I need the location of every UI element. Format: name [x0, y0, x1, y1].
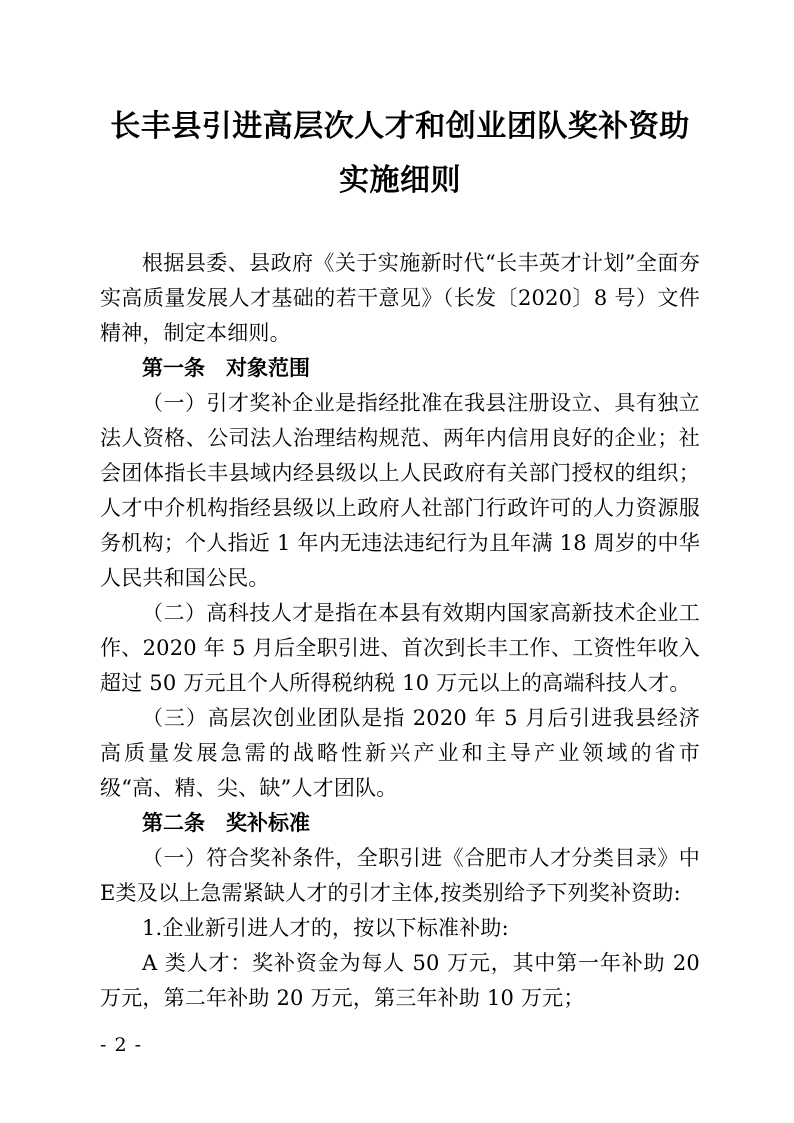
document-content	[100, 100, 700, 1016]
article-heading-2: 第二条 奖补标准	[142, 811, 310, 835]
article-heading-1: 第一条 对象范围	[142, 356, 310, 380]
document-title	[100, 100, 700, 208]
paragraph-article1-item2: （二）高科技人才是指在本县有效期内国家高新技术企业工作、2020 年 5 月后全职引进、首次到长丰工作、工资性年收入超过 50 万元且个人所得税纳税 10 万元以上的高端科技人才。	[100, 601, 700, 695]
document-title-line-2: 实施细则	[339, 163, 461, 198]
page-number: - 2 -	[100, 1034, 143, 1056]
document-title-line-1: 长丰县引进高层次人才和创业团队奖补资助	[110, 109, 690, 144]
paragraph-intro: 根据县委、县政府《关于实施新时代“长丰英才计划”全面夯实高质量发展人才基础的若干意见》（长发〔2020〕8 号）文件精神，制定本细则。	[100, 251, 700, 345]
paragraph-article2-item1: （一）符合奖补条件，全职引进《合肥市人才分类目录》中E类及以上急需紧缺人才的引才主体,按类别给予下列奖补资助:	[100, 846, 700, 905]
paragraph-article1-item3: （三）高层次创业团队是指 2020 年 5 月后引进我县经济高质量发展急需的战略性新兴产业和主导产业领域的省市级“高、精、尖、缺”人才团队。	[100, 706, 700, 800]
paragraph-article2-classA: A 类人才：奖补资金为每人 50 万元，其中第一年补助 20 万元，第二年补助 20 万元，第三年补助 10 万元；	[100, 951, 700, 1010]
paragraph-article2-sub1: 1.企业新引进人才的，按以下标准补助:	[142, 916, 509, 940]
paragraph-article1-item1: （一）引才奖补企业是指经批准在我县注册设立、具有独立法人资格、公司法人治理结构规范、两年内信用良好的企业；社会团体指长丰县域内经县级以上人民政府有关部门授权的组织；人才中介机构指经县级以上政府人社部门行政许可的人力资源服务机构；个人指近 1 年内无违法违纪行为且年满 18 周岁的中华人民共和国公民。	[100, 391, 700, 590]
